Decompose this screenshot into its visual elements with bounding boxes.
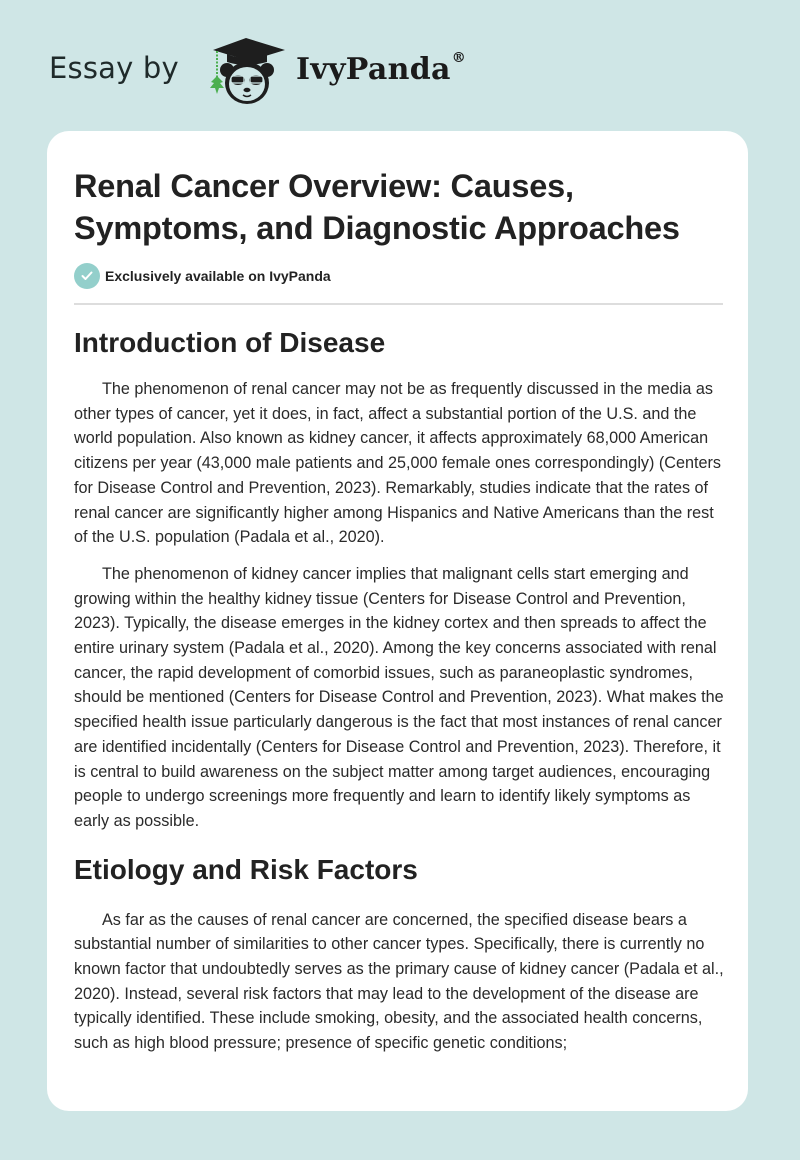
brand-name[interactable] (296, 52, 466, 87)
exclusive-badge (74, 263, 331, 289)
article-title: Renal Cancer Overview: Causes, Symptoms, and Diagnostic Approaches (74, 168, 680, 246)
ivypanda-logo-icon[interactable] (203, 36, 289, 108)
paragraph: As far as the causes of renal cancer are concerned, the specified disease bears a substantial number of similarities to other cancer types. Specifically, there is currently no known factor that undoubtedly serves as the primary cause of kidney cancer (Padala et al., 2020). Instead, several risk factors that may lead to the development of the disease are typically identified. These include smoking, obesity, and the associated health concerns, such as high blood pressure; presence of specific genetic conditions; (74, 910, 724, 1053)
article-card (47, 131, 748, 1111)
paragraph: The phenomenon of kidney cancer implies that malignant cells start emerging and growing within the healthy kidney tissue (Centers for Disease Control and Prevention, 2023). Typically, the disease emerges in the kidney cortex and then spreads to affect the entire urinary system (Padala et al., 2020). Among the key concerns associated with renal cancer, the rapid development of comorbid issues, such as paraneoplastic syndromes, should be mentioned (Centers for Disease Control and Prevention, 2023). What makes the specified health issue particularly dangerous is the fact that most instances of renal cancer are identified incidentally (Centers for Disease Control and Prevention, 2023). Therefore, it is central to build awareness on the subject matter among target audiences, encouraging people to undergo screenings more frequently and learn to identify likely symptoms as early as possible. (74, 564, 724, 830)
section-heading-introduction: Introduction of Disease (74, 327, 386, 358)
site-header (0, 0, 800, 130)
paragraph: The phenomenon of renal cancer may not be as frequently discussed in the media as other types of cancer, yet it does, in fact, affect a substantial portion of the U.S. and the world population. Also known as kidney cancer, it affects approximately 68,000 American citizens per year (43,000 male patients and 25,000 female ones correspondingly) (Centers for Disease Control and Prevention, 2023). Remarkably, studies indicate that the rates of renal cancer are significantly higher among Hispanics and Native Americans than the rest of the U.S. population (Padala et al., 2020). (74, 380, 721, 547)
article-body (74, 323, 726, 1056)
divider (74, 303, 723, 305)
check-circle-icon (74, 263, 100, 289)
section-heading-etiology: Etiology and Risk Factors (74, 853, 418, 885)
exclusive-text: Exclusively available on IvyPanda (105, 268, 331, 284)
essay-by-label: Essay by (49, 51, 179, 85)
registered-mark: ® (451, 50, 467, 66)
brand-name-text: IvyPanda (296, 52, 451, 87)
